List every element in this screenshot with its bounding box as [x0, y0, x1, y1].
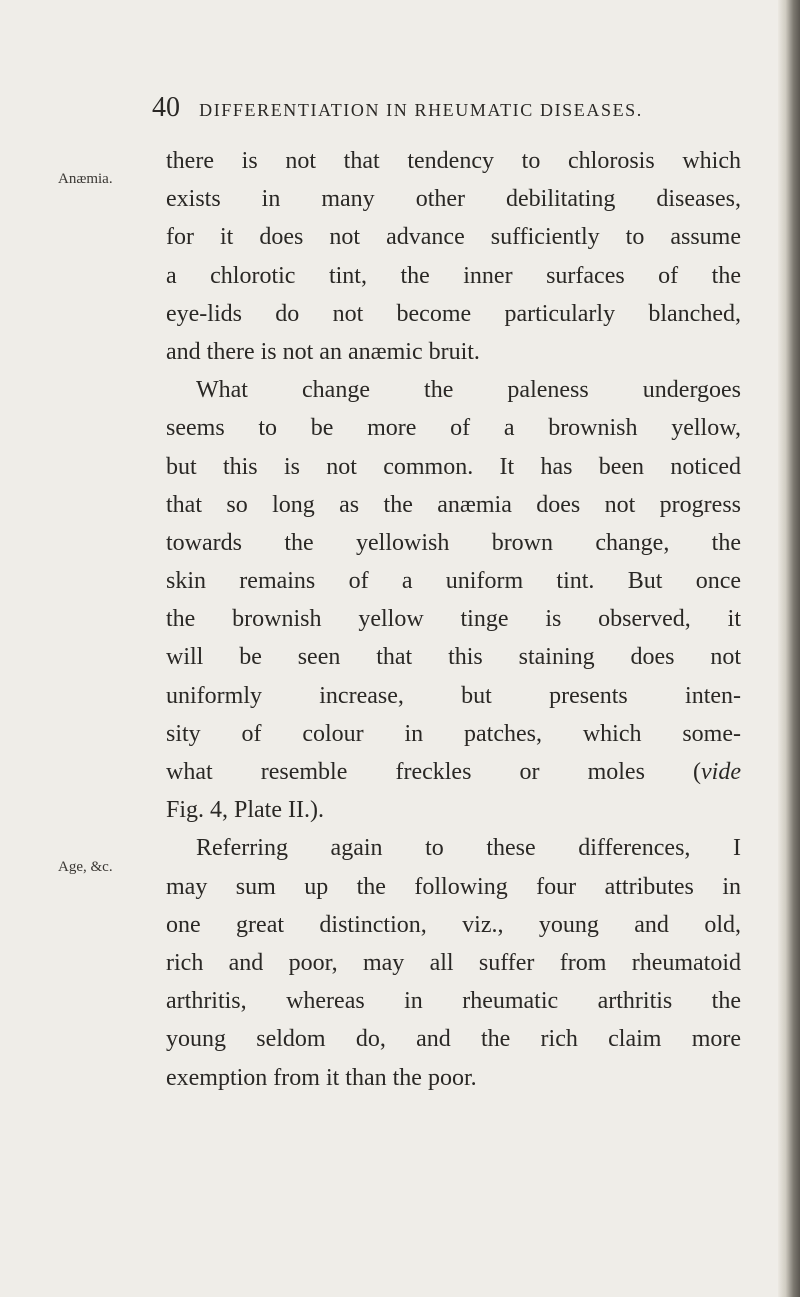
text-line: rich and poor, may all suffer from rheumatoid — [166, 949, 741, 976]
text-line: exemption from it than the poor. — [166, 1064, 477, 1091]
text-line: and there is not an anæmic bruit. — [166, 338, 480, 365]
body-text — [166, 142, 741, 1097]
text-line: exists in many other debilitating diseases, — [166, 186, 741, 213]
text-line: that so long as the anæmia does not progress — [166, 491, 741, 518]
text-line: but this is not common. It has been noticed — [166, 453, 741, 480]
running-head: DIFFERENTIATION IN RHEUMATIC DISEASES. — [199, 100, 643, 120]
text-line: young seldom do, and the rich claim more — [166, 1026, 741, 1053]
italic-vide: vide — [701, 759, 741, 785]
text-line: sity of colour in patches, which some- — [166, 720, 741, 747]
page-header — [152, 92, 742, 124]
text-run: what resemble freckles or moles ( — [166, 759, 702, 785]
text-line: a chlorotic tint, the inner surfaces of the — [166, 262, 741, 289]
text-line: the brownish yellow tinge is observed, it — [166, 606, 741, 633]
text-line: there is not that tendency to chlorosis which — [166, 148, 741, 174]
page-number: 40 — [152, 92, 180, 123]
text-line: arthritis, whereas in rheumatic arthritis the — [166, 988, 741, 1015]
text-line: Fig. 4, Plate II.). — [166, 797, 324, 824]
page-edge-shadow — [778, 0, 800, 1297]
text-line: Referring again to these differences, I — [196, 835, 741, 862]
text-line: seems to be more of a brownish yellow, — [166, 415, 741, 442]
text-line: may sum up the following four attributes in — [166, 873, 741, 900]
text-line: for it does not advance sufficiently to assume — [166, 224, 741, 251]
text-line: eye-lids do not become particularly blanched, — [166, 300, 741, 327]
margin-note-anaemia: Anæmia. — [58, 171, 113, 187]
text-line-with-italic — [166, 753, 741, 791]
text-line: one great distinction, viz., young and old, — [166, 911, 741, 938]
text-line: What change the paleness undergoes — [196, 377, 741, 404]
text-line: skin remains of a uniform tint. But once — [166, 568, 741, 595]
text-line: towards the yellowish brown change, the — [166, 529, 741, 556]
margin-note-age: Age, &c. — [58, 859, 113, 875]
text-line: will be seen that this staining does not — [166, 644, 741, 671]
text-line: uniformly increase, but presents inten- — [166, 682, 741, 709]
